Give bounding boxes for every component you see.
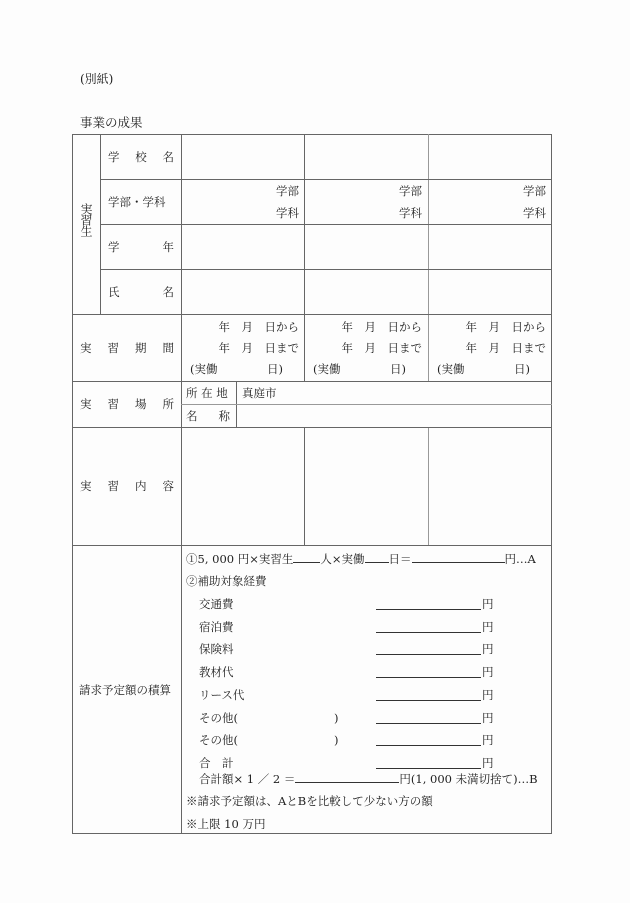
expense-label: リース代: [199, 687, 245, 702]
line-a-prefix: ①5, 000 円×実習生: [186, 552, 294, 566]
line-a-persons: 人×実働: [320, 552, 365, 566]
divider: [100, 179, 552, 180]
line-b-suffix: 円(1, 000 未満切捨て)…B: [399, 772, 538, 786]
year-input-2[interactable]: [305, 225, 428, 269]
year-input-3[interactable]: [429, 225, 551, 269]
expense-amount-blank[interactable]: [376, 632, 481, 633]
period-days-open-2: (実働: [313, 362, 341, 376]
note-comparison: ※請求予定額は、AとBを比較して少ない方の額: [186, 794, 433, 808]
student-name-input-1[interactable]: [182, 270, 304, 314]
expense-unit: 円: [482, 597, 494, 611]
faculty-suffix-2: 学部: [399, 184, 422, 198]
content-label: 実 習 内 容: [80, 479, 174, 493]
content-input-2[interactable]: [305, 428, 428, 545]
expense-label: その他(: [199, 710, 238, 725]
line-a-days: 日＝: [388, 552, 412, 566]
expense-unit: 円: [482, 755, 494, 770]
table-border-right: [551, 134, 552, 834]
line-a-suffix: 円…A: [504, 552, 536, 566]
period-to-2[interactable]: 年 月 日まで: [341, 341, 422, 355]
divider: [72, 314, 552, 315]
year-label: 学 年: [108, 240, 174, 254]
faculty-label: 学部・学科: [108, 195, 166, 209]
subsidy-heading: ②補助対象経費: [186, 574, 267, 588]
note-upper-limit: ※上限 10 万円: [186, 817, 266, 831]
period-from-3[interactable]: 年 月 日から: [465, 320, 546, 334]
period-from-2[interactable]: 年 月 日から: [341, 320, 422, 334]
expense-amount-blank[interactable]: [376, 677, 481, 678]
place-name-input[interactable]: [237, 405, 551, 427]
period-label: 実 習 期 間: [80, 341, 174, 355]
period-from-1[interactable]: 年 月 日から: [218, 320, 299, 334]
school-name-input-1[interactable]: [182, 135, 304, 179]
expense-unit: 円: [482, 665, 494, 680]
other-expense-name-input[interactable]: [236, 711, 331, 725]
student-name-input-3[interactable]: [429, 270, 551, 314]
expense-unit: 円: [482, 710, 494, 725]
expense-unit: 円: [482, 642, 494, 657]
period-to-3[interactable]: 年 月 日まで: [465, 341, 546, 355]
line-b-prefix: 合計額× 1 ／ 2 ＝: [199, 772, 296, 786]
expense-label: 教材代: [199, 665, 234, 680]
content-input-1[interactable]: [182, 428, 304, 545]
expense-amount-blank[interactable]: [376, 745, 481, 746]
school-name-label: 学 校 名: [108, 150, 174, 164]
annex-label: (別紙): [80, 72, 114, 86]
department-suffix-1: 学科: [276, 206, 299, 220]
name-label: 氏 名: [108, 285, 174, 299]
address-label: 所 在 地: [186, 386, 228, 400]
days-blank[interactable]: [365, 551, 389, 563]
calculation-label: 請求予定額の積算: [79, 683, 171, 697]
line-a: [186, 551, 536, 566]
address-value[interactable]: 真庭市: [242, 386, 277, 400]
table-border-bottom: [72, 833, 552, 834]
period-days-open-3: (実働: [437, 362, 465, 376]
expense-unit: 円: [482, 733, 494, 748]
period-days-close-3: 日): [514, 362, 530, 376]
expense-amount-blank[interactable]: [376, 700, 481, 701]
expense-amount-blank[interactable]: [376, 723, 481, 724]
expense-label: その他(: [199, 733, 238, 748]
expense-amount-blank[interactable]: [376, 609, 481, 610]
expense-amount-blank[interactable]: [376, 768, 481, 769]
amount-a-blank[interactable]: [412, 551, 505, 563]
period-days-close-2: 日): [390, 362, 406, 376]
expense-unit: 円: [482, 619, 494, 634]
place-label: 実 習 場 所: [80, 397, 174, 411]
section-title: 事業の成果: [80, 115, 143, 130]
student-name-input-2[interactable]: [305, 270, 428, 314]
expense-paren-close: ): [334, 710, 339, 725]
expense-label: 保険料: [199, 642, 234, 657]
expense-label: 合 計: [199, 755, 234, 770]
student-group-label: 実習生: [79, 203, 93, 236]
year-input-1[interactable]: [182, 225, 304, 269]
other-expense-name-input[interactable]: [236, 733, 331, 747]
period-days-close-1: 日): [267, 362, 283, 376]
expense-label: 宿泊費: [199, 619, 234, 634]
expense-unit: 円: [482, 687, 494, 702]
divider: [72, 545, 552, 546]
faculty-suffix-1: 学部: [276, 184, 299, 198]
line-b: [199, 771, 538, 786]
expense-amount-blank[interactable]: [376, 654, 481, 655]
expense-paren-close: ): [334, 733, 339, 748]
faculty-suffix-3: 学部: [523, 184, 546, 198]
table-border-left: [72, 134, 73, 834]
place-name-label: 名 称: [186, 409, 230, 423]
content-input-3[interactable]: [429, 428, 551, 545]
period-to-1[interactable]: 年 月 日まで: [218, 341, 299, 355]
department-suffix-2: 学科: [399, 206, 422, 220]
period-days-open-1: (実働: [190, 362, 218, 376]
persons-blank[interactable]: [293, 551, 320, 563]
expense-label: 交通費: [199, 597, 234, 611]
amount-b-blank[interactable]: [295, 771, 399, 783]
divider: [72, 381, 552, 382]
school-name-input-2[interactable]: [305, 135, 428, 179]
school-name-input-3[interactable]: [429, 135, 551, 179]
department-suffix-3: 学科: [523, 206, 546, 220]
